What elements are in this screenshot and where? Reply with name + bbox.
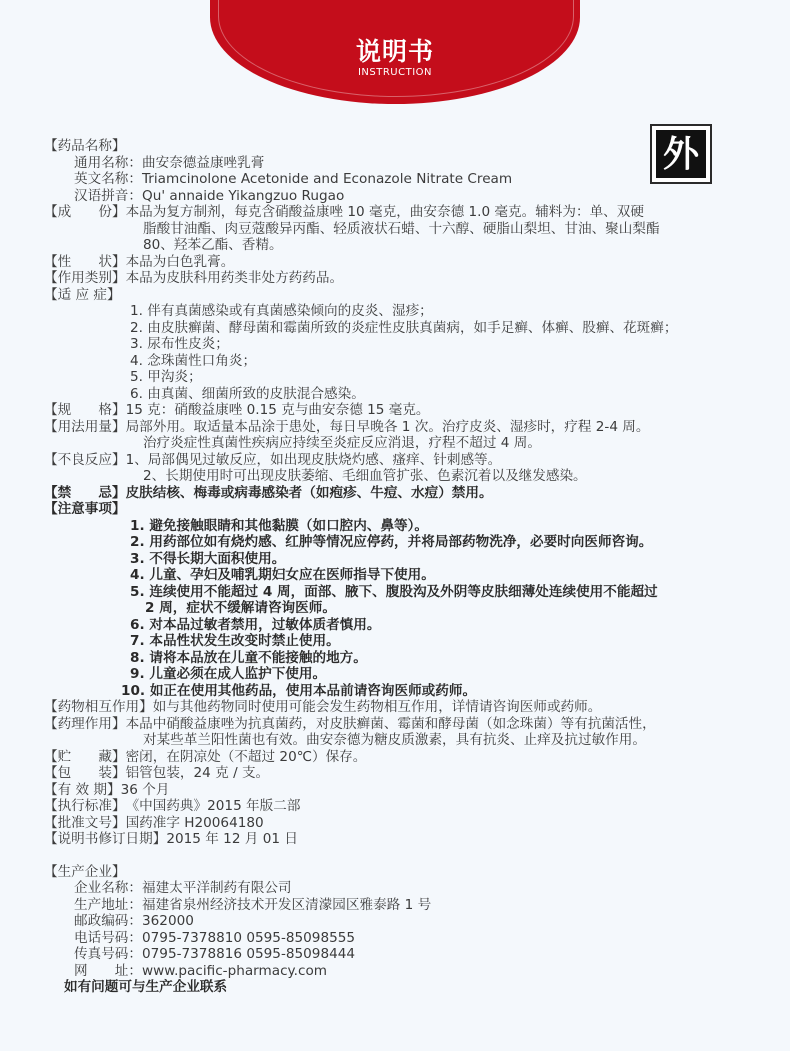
list-item-continuation: 2 周，症状不缓解请咨询医师。 — [145, 600, 336, 616]
section-drug-name — [44, 138, 744, 155]
revision-value: 2015 年 12 月 01 日 — [166, 831, 298, 847]
list-item: 9. 儿童必须在成人监护下使用。 — [130, 666, 327, 682]
appearance-value: 本品为白色乳膏。 — [125, 253, 235, 270]
list-item: 5. 甲沟炎； — [130, 369, 202, 385]
contact-note: 如有问题可与生产企业联系 — [64, 979, 228, 995]
contraindications-value: 皮肤结核、梅毒或病毒感染者（如疱疹、牛痘、水痘）禁用。 — [125, 484, 493, 501]
composition-label: 【成 份】 — [44, 204, 126, 220]
section-contraindications — [44, 485, 744, 502]
page-title: 说明书 — [355, 37, 434, 66]
manufacturer-label: 【生产企业】 — [44, 863, 126, 880]
list-item: 7. 本品性状发生改变时禁止使用。 — [130, 633, 340, 649]
company-address-row: 生产地址： 福建省泉州经济技术开发区清濛园区雅泰路 1 号 — [44, 897, 744, 914]
indications-list — [44, 303, 744, 402]
category-label: 【作用类别】 — [44, 270, 126, 286]
section-pharmacology — [44, 716, 744, 733]
list-item: 6. 对本品过敏者禁用，过敏体质者慎用。 — [130, 616, 381, 633]
list-item: 1. 避免接触眼睛和其他黏膜（如口腔内、鼻等）。 — [130, 517, 429, 534]
adverse-line: 1、局部偶见过敏反应，如出现皮肤烧灼感、瘙痒、针刺感等。 — [125, 451, 502, 468]
section-adverse — [44, 452, 744, 469]
section-composition — [44, 204, 744, 221]
section-spec — [44, 402, 744, 419]
postcode: 362000 — [142, 913, 194, 929]
fax-row: 传真号码： 0795-7378816 0595-85098444 — [44, 946, 744, 963]
pharmacology-line: 本品中硝酸益康唑为抗真菌药，对皮肤癣菌、霉菌和酵母菌（如念珠菌）等有抗菌活性， — [125, 715, 656, 732]
page-subtitle: INSTRUCTION — [357, 67, 433, 78]
section-category — [44, 270, 744, 287]
revision-label: 【说明书修订日期】 — [44, 831, 167, 847]
standard-label: 【执行标准】 — [44, 798, 126, 814]
list-item: 1. 伴有真菌感染或有真菌感染倾向的皮炎、湿疹； — [130, 303, 433, 319]
list-item: 4. 儿童、孕妇及哺乳期妇女应在医师指导下使用。 — [130, 567, 435, 583]
adverse-line: 2、长期使用时可出现皮肤萎缩、毛细血管扩张、色素沉着以及继发感染。 — [143, 468, 587, 484]
list-item: 2. 由皮肤癣菌、酵母菌和霉菌所致的炎症性皮肤真菌病，如手足癣、体癣、股癣、花斑癣； — [130, 319, 678, 336]
storage-value: 密闭，在阴凉处（不超过 20℃）保存。 — [125, 748, 367, 765]
storage-label: 【贮 藏】 — [44, 748, 126, 765]
precautions-list — [44, 518, 744, 700]
section-appearance — [44, 254, 744, 271]
section-indications — [44, 287, 744, 304]
precautions-label: 【注意事项】 — [44, 501, 126, 517]
postcode-row: 邮政编码： 362000 — [44, 913, 744, 930]
contraindications-label: 【禁 忌】 — [44, 484, 126, 501]
pinyin-name-row: 汉语拼音： Qu' annaide Yikangzuo Rugao — [44, 188, 744, 205]
generic-name: 曲安奈德益康唑乳膏 — [142, 154, 265, 171]
list-item: 8. 请将本品放在儿童不能接触的地方。 — [130, 649, 367, 666]
list-item: 10. 如正在使用其他药品，使用本品前请咨询医师或药师。 — [121, 682, 477, 699]
english-name: Triamcinolone Acetonide and Econazole Nitrate Cream — [142, 171, 513, 187]
appearance-label: 【性 状】 — [44, 253, 126, 270]
website-row: 网 址： www.pacific-pharmacy.com — [44, 963, 744, 980]
validity-label: 【有 效 期】 — [44, 781, 121, 798]
category-value: 本品为皮肤科用药类非处方药药品。 — [125, 270, 344, 286]
list-item: 4. 念珠菌性口角炎； — [130, 352, 257, 369]
company-address: 福建省泉州经济技术开发区清濛园区雅泰路 1 号 — [142, 896, 432, 913]
usage-line: 治疗炎症性真菌性疾病应持续至炎症反应消退，疗程不超过 4 周。 — [143, 435, 541, 451]
phone-row: 电话号码： 0795-7378810 0595-85098555 — [44, 930, 744, 947]
composition-line: 本品为复方制剂，每克含硝酸益康唑 10 毫克，曲安奈德 1.0 毫克。辅料为：单、双硬 — [125, 204, 644, 220]
list-item: 6. 由真菌、细菌所致的皮肤混合感染。 — [130, 385, 365, 402]
approval-value: 国药准字 H20064180 — [125, 814, 264, 831]
composition-line: 脂酸甘油酯、肉豆蔻酸异丙酯、轻质液状石蜡、十六醇、硬脂山梨坦、甘油、聚山梨酯 — [143, 220, 660, 237]
section-interactions — [44, 699, 744, 716]
list-item: 3. 不得长期大面积使用。 — [130, 550, 286, 567]
section-approval — [44, 815, 744, 832]
package-value: 铝管包装，24 克 / 支。 — [125, 765, 270, 781]
external-use-label: 外 — [656, 130, 706, 178]
section-package — [44, 765, 744, 782]
section-manufacturer — [44, 864, 744, 881]
indications-label: 【适 应 症】 — [44, 286, 121, 303]
usage-label: 【用法用量】 — [44, 418, 126, 435]
phone-numbers: 0795-7378810 0595-85098555 — [142, 929, 356, 946]
interactions-value: 如与其他药物同时使用可能会发生药物相互作用，详情请咨询医师或药师。 — [152, 699, 602, 715]
company-name-row: 企业名称： 福建太平洋制药有限公司 — [44, 880, 744, 897]
usage-line: 局部外用。取适量本品涂于患处，每日早晚各 1 次。治疗皮炎、湿疹时，疗程 2-4 周。 — [125, 418, 650, 435]
section-usage — [44, 419, 744, 436]
spec-label: 【规 格】 — [44, 402, 126, 418]
pharmacology-line: 对某些革兰阳性菌也有效。曲安奈德为糖皮质激素，具有抗炎、止痒及抗过敏作用。 — [143, 732, 646, 748]
package-label: 【包 装】 — [44, 765, 126, 781]
drug-name-label: 【药品名称】 — [44, 138, 126, 154]
validity-value: 36 个月 — [120, 781, 170, 798]
fax-numbers: 0795-7378816 0595-85098444 — [142, 946, 356, 962]
composition-line: 80、羟苯乙酯、香精。 — [143, 237, 283, 253]
section-standard — [44, 798, 744, 815]
section-precautions — [44, 501, 744, 518]
company-name: 福建太平洋制药有限公司 — [142, 880, 292, 896]
generic-name-row: 通用名称： 曲安奈德益康唑乳膏 — [44, 155, 744, 172]
approval-label: 【批准文号】 — [44, 814, 126, 831]
website: www.pacific-pharmacy.com — [142, 962, 328, 979]
spec-value: 15 克：硝酸益康唑 0.15 克与曲安奈德 15 毫克。 — [125, 402, 430, 418]
interactions-label: 【药物相互作用】 — [44, 699, 153, 715]
standard-value: 《中国药典》2015 年版二部 — [125, 798, 301, 814]
instruction-document — [44, 138, 744, 996]
section-revision — [44, 831, 744, 848]
english-name-row: 英文名称： Triamcinolone Acetonide and Econazole Nitrate Cream — [44, 171, 744, 188]
section-storage — [44, 749, 744, 766]
list-item: 2. 用药部位如有烧灼感、红肿等情况应停药，并将局部药物洗净，必要时向医师咨询。 — [130, 534, 653, 550]
list-item: 5. 连续使用不能超过 4 周，面部、腋下、腹股沟及外阴等皮肤细薄处连续使用不能超过 — [130, 583, 658, 600]
section-validity — [44, 782, 744, 799]
adverse-label: 【不良反应】 — [44, 451, 126, 468]
pharmacology-label: 【药理作用】 — [44, 715, 126, 732]
list-item: 3. 尿布性皮炎； — [130, 336, 229, 352]
pinyin-name: Qu' annaide Yikangzuo Rugao — [142, 187, 345, 204]
